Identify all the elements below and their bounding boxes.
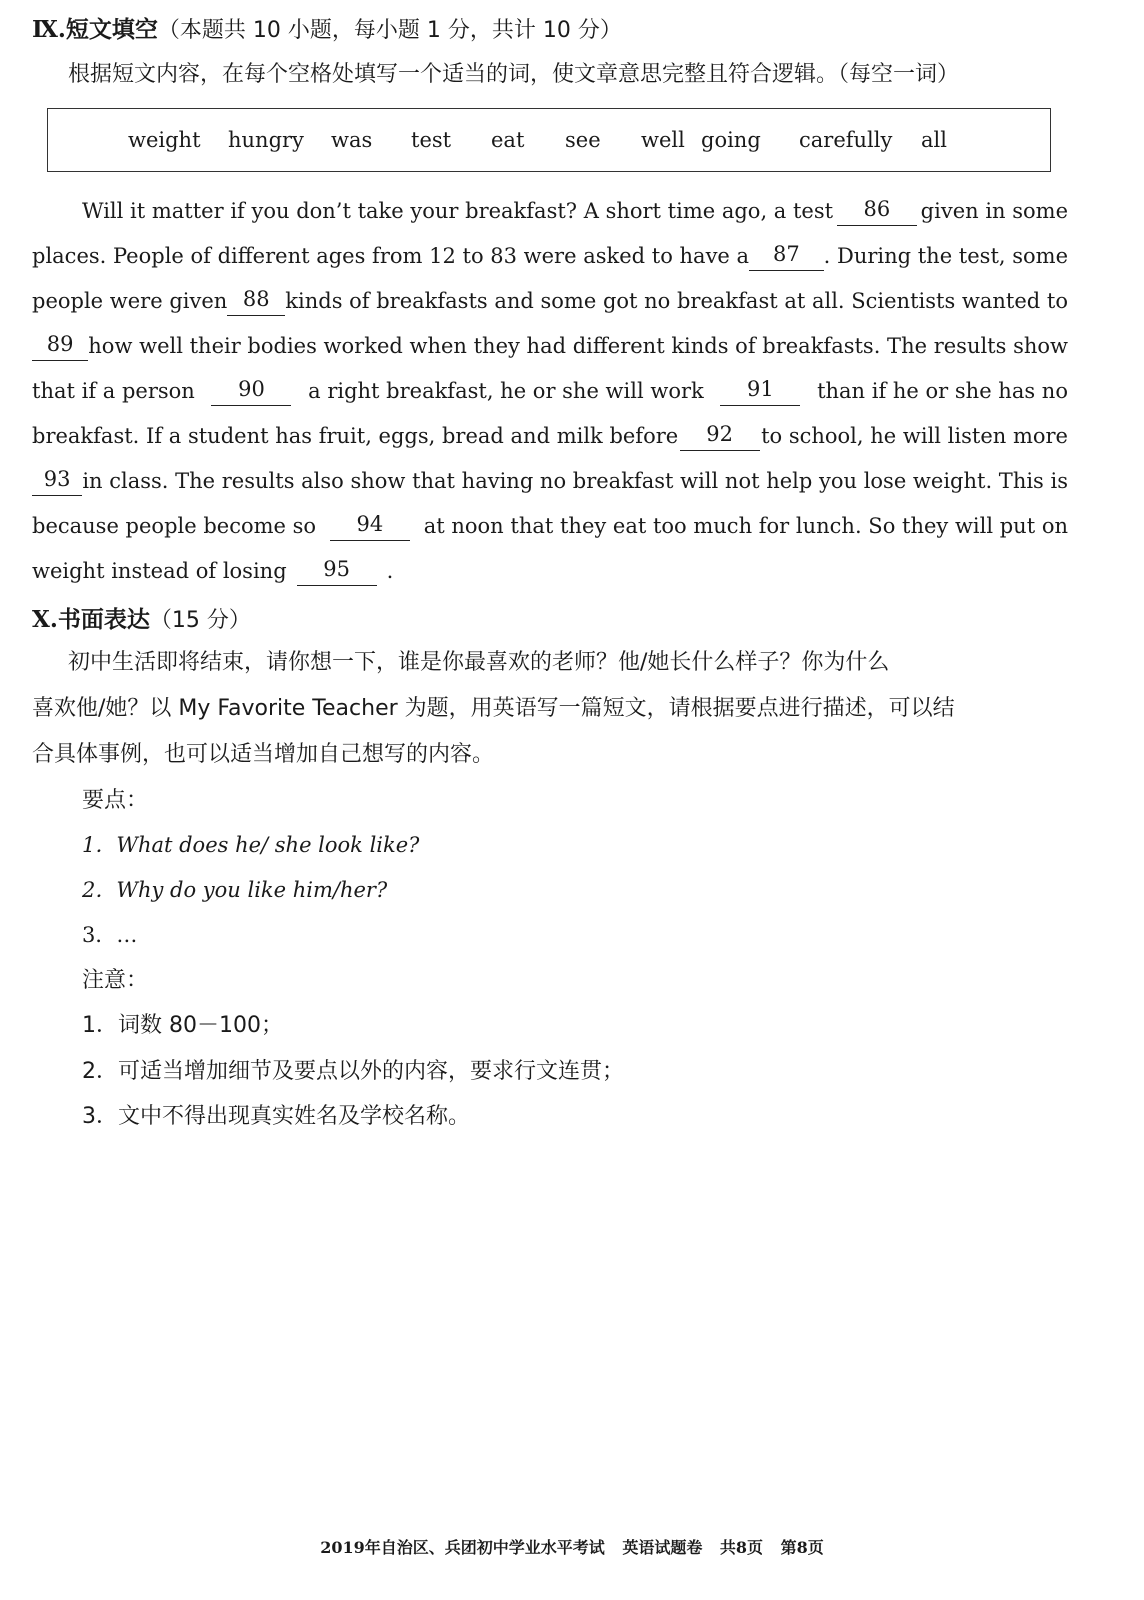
word-bank-item: see xyxy=(565,128,601,152)
note-item: 2．可适当增加细节及要点以外的内容，要求行文连贯； xyxy=(82,1059,624,1084)
section-9-number: Ⅸ. xyxy=(32,16,66,43)
passage-line: because people become so 94 at noon that they eat too much for lunch. So they will put on xyxy=(32,511,1068,541)
section-10-name: 书面表达 xyxy=(57,607,150,633)
word-bank-item: going xyxy=(701,128,761,152)
section-9-score: （本题共 10 小题，每小题 1 分，共计 10 分） xyxy=(157,18,622,43)
word-bank-item: was xyxy=(331,128,373,152)
footer-exam-name: 2019年自治区、兵团初中学业水平考试 xyxy=(320,1538,605,1557)
writing-prompt-line: 初中生活即将结束，请你想一下，谁是你最喜欢的老师？他/她长什么样子？你为什么 xyxy=(68,650,890,675)
point-item: 3．… xyxy=(82,923,138,947)
writing-prompt-line: 合具体事例，也可以适当增加自己想写的内容。 xyxy=(32,742,495,767)
footer-page-number: 第8页 xyxy=(780,1538,824,1557)
passage-line: places. People of different ages from 12 to 83 were asked to have a 87 . During the test, some xyxy=(32,241,1068,271)
answer-blank-94[interactable]: 94 xyxy=(330,511,410,541)
passage-line: weight instead of losing 95 . xyxy=(32,556,1068,586)
notes-label: 注意： xyxy=(82,968,149,993)
note-item: 3．文中不得出现真实姓名及学校名称。 xyxy=(82,1104,470,1129)
section-9-heading xyxy=(32,14,622,47)
writing-prompt-line: 喜欢他/她？以 My Favorite Teacher 为题，用英语写一篇短文，请根据要点进行描述，可以结 xyxy=(32,696,955,721)
section-9-instruction: 根据短文内容，在每个空格处填写一个适当的词，使文章意思完整且符合逻辑。（每空一词） xyxy=(68,62,960,87)
point-item: 2．Why do you like him/her? xyxy=(82,878,388,902)
answer-blank-95[interactable]: 95 xyxy=(297,556,377,586)
note-item: 1．词数 80－100； xyxy=(82,1013,283,1038)
answer-blank-86[interactable]: 86 xyxy=(837,196,917,226)
passage-line: 93 in class. The results also show that having no breakfast will not help you lose weight. This is xyxy=(32,466,1068,496)
answer-blank-88[interactable]: 88 xyxy=(227,286,285,316)
passage-line: breakfast. If a student has fruit, eggs, bread and milk before 92 to school, he will listen more xyxy=(32,421,1068,451)
word-bank-item: eat xyxy=(491,128,525,152)
answer-blank-91[interactable]: 91 xyxy=(720,376,800,406)
word-bank-box xyxy=(47,108,1051,172)
section-10-score: （15 分） xyxy=(149,608,251,633)
points-label: 要点： xyxy=(82,788,149,813)
section-9-name: 短文填空 xyxy=(65,17,158,43)
word-bank-item: weight xyxy=(128,128,201,152)
passage-line: 89 how well their bodies worked when they had different kinds of breakfasts. The results show xyxy=(32,331,1068,361)
word-bank-item: all xyxy=(921,128,947,152)
passage-line: that if a person 90 a right breakfast, he or she will work 91 than if he or she has no xyxy=(32,376,1068,406)
point-item: 1．What does he/ she look like? xyxy=(82,833,420,857)
footer-total-pages: 共8页 xyxy=(719,1538,764,1557)
answer-blank-87[interactable]: 87 xyxy=(749,241,824,271)
section-10-heading xyxy=(32,604,251,637)
passage-line: Will it matter if you don’t take your breakfast? A short time ago, a test 86 given in some xyxy=(32,196,1068,226)
word-bank-item: well xyxy=(641,128,685,152)
answer-blank-89[interactable]: 89 xyxy=(32,331,88,361)
page-footer xyxy=(0,1535,1144,1558)
passage-line: people were given 88 kinds of breakfasts and some got no breakfast at all. Scientists wanted to xyxy=(32,286,1068,316)
section-10-number: Ⅹ. xyxy=(32,606,58,633)
answer-blank-93[interactable]: 93 xyxy=(32,466,82,496)
word-bank-item: carefully xyxy=(799,128,893,152)
footer-subject: 英语试题卷 xyxy=(622,1538,703,1557)
answer-blank-90[interactable]: 90 xyxy=(211,376,291,406)
word-bank-item: hungry xyxy=(228,128,304,152)
word-bank-item: test xyxy=(411,128,452,152)
answer-blank-92[interactable]: 92 xyxy=(680,421,760,451)
